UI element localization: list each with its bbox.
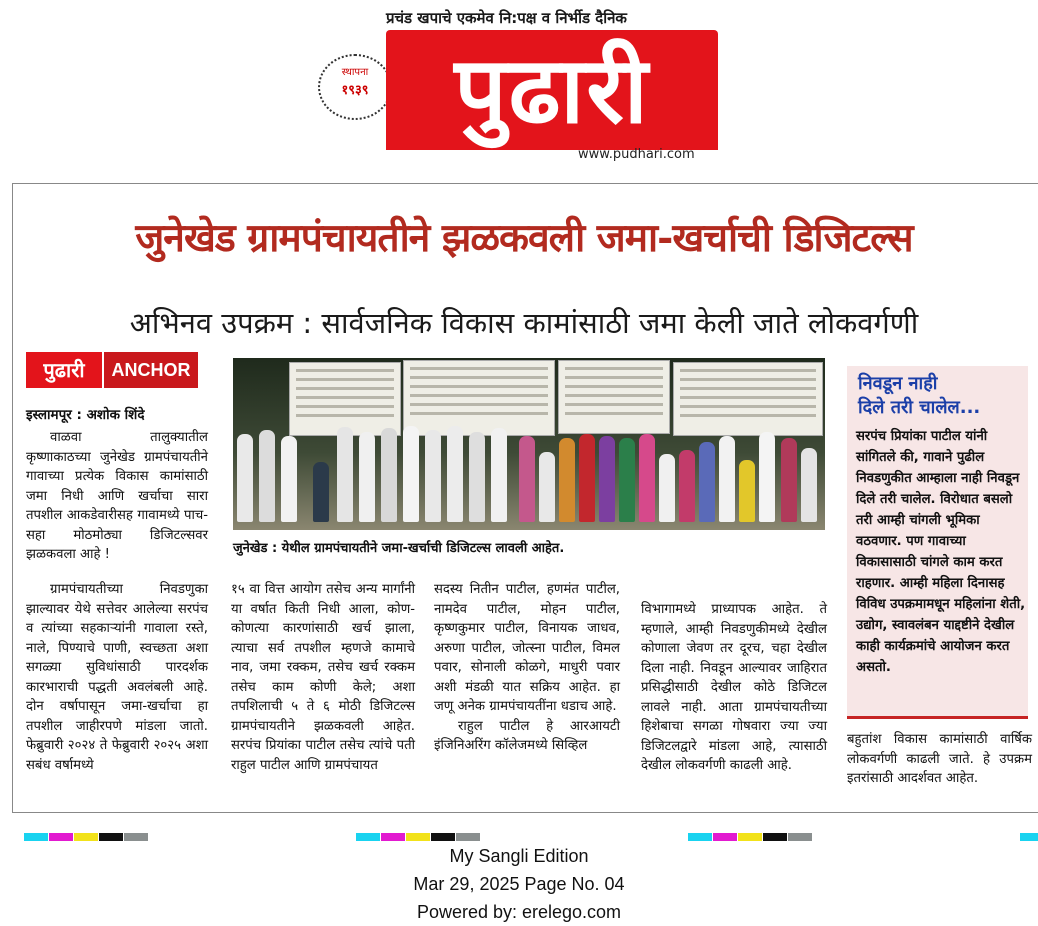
photo-person <box>425 430 441 522</box>
photo-person <box>801 448 817 522</box>
photo-person <box>237 434 253 522</box>
article-photo <box>233 358 825 530</box>
paragraph: १५ वा वित्त आयोग तसेच अन्य मार्गांनी या वर्षात किती निधी आला, कोण-कोणत्या कारणांसाठी खर्च झाला, त्याचा सर्व तपशील म्हणजे कामाचे नाव, जमा रक्कम, तसेच खर्च रक्कम तसेच काम कोणी केले; अशा तपशिलाची ५ ते ६ मोठी डिजिटल्स ग्रामपंचायतीने झळकवली आहेत. सरपंच प्रियांका पाटील तसेच त्यांचे पती राहुल पाटील आणि ग्रामपंचायत <box>231 582 415 773</box>
photo-person <box>579 434 595 522</box>
photo-person <box>359 432 375 522</box>
photo-person <box>781 438 797 522</box>
photo-person <box>259 430 275 522</box>
photo-person <box>639 434 655 522</box>
paragraph: विभागामध्ये प्राध्यापक आहेत. ते म्हणाले, आम्ही निवडणुकीमध्ये देखील कोणाला जेवण तर दूरच, चहा देखील दिला नाही. निवडून आल्यावर जाहिरात प्रसिद्धीसाठी देखील कोठे डिजिटल लावले नाही. आता ग्रामपंचायतीच्या हिशेबाचा सगळा गोषवारा ज्या ज्या डिजिटलद्वारे मांडला आहे, त्यासाठी देखील लोकवर्गणी काढली आहे. <box>641 602 827 773</box>
photo-person <box>559 438 575 522</box>
photo-person <box>381 428 397 522</box>
paragraph: सदस्य नितीन पाटील, हणमंत पाटील, नामदेव पाटील, मोहन पाटील, कृष्णकुमार पाटील, विनायक जाधव, अरुणा पाटील, जोत्स्ना पाटील, विमल पवार, सोनाली कोळगे, माधुरी पवार अशी मंडळी यात सक्रिय आहेत. हा जणू अनेक ग्रामपंचायतींना धडाच आहे. <box>434 582 620 714</box>
article-headline: जुनेखेड ग्रामपंचायतीने झळकवली जमा-खर्चाची डिजिटल्स <box>135 215 913 261</box>
photo-person <box>403 426 419 522</box>
article-column-5 <box>847 730 1032 789</box>
sidebar-title-line-1: निवडून नाही <box>858 373 938 394</box>
seal-label: स्थापना <box>341 67 369 78</box>
photo-person <box>337 427 353 522</box>
badge-logo: पुढारी <box>26 352 102 388</box>
sidebar-title-line-2: दिले तरी चालेल... <box>858 397 981 418</box>
photo-person <box>281 436 297 522</box>
photo-person <box>539 452 555 522</box>
masthead <box>0 0 1038 180</box>
photo-person <box>719 436 735 522</box>
photo-caption: जुनेखेड : येथील ग्रामपंचायतीने जमा-खर्चाची डिजिटल्स लावली आहेत. <box>233 541 565 556</box>
edition-footer <box>0 842 1038 926</box>
photo-person <box>659 454 675 522</box>
color-registration-marks <box>356 826 481 834</box>
photo-person <box>447 426 463 522</box>
photo-display-board <box>558 360 670 434</box>
edition-date-page: Mar 29, 2025 Page No. 04 <box>413 874 625 894</box>
article-column-3 <box>434 580 620 756</box>
color-registration-marks <box>1020 826 1038 834</box>
photo-person <box>469 432 485 522</box>
article-column-4 <box>641 600 827 776</box>
color-registration-marks <box>688 826 813 834</box>
article-column-1b <box>26 580 208 775</box>
powered-by-link[interactable]: Powered by: erelego.com <box>416 902 622 922</box>
photo-display-board <box>403 360 555 436</box>
edition-name: My Sangli Edition <box>449 846 589 866</box>
photo-display-board <box>673 362 823 436</box>
byline: इस्लामपूर : अशोक शिंदे <box>26 407 145 423</box>
establishment-seal <box>318 54 392 120</box>
badge-label: ANCHOR <box>104 352 198 388</box>
photo-person <box>491 428 507 522</box>
article-column-1 <box>26 428 208 565</box>
paragraph: वाळवा तालुक्यातील कृष्णाकाठच्या जुनेखेड ग्रामपंचायतीने गावाच्या प्रत्येक विकास कामांसाठी जमा निधी आणि खर्चाचा सारा तपशील आकडेवारीसह गावामध्ये पाच-सहा मोठमोठ्या डिजिटल्सवर झळकवला आहे ! <box>26 430 208 562</box>
website-url[interactable]: www.pudhari.com <box>578 147 695 162</box>
anchor-badge <box>26 352 201 388</box>
sidebar-body: सरपंच प्रियांका पाटील यांनी सांगितले की, गावाने पुढील निवडणुकीत आम्हाला नाही निवडून दिले तरी चालेल. विरोधात बसलो तरी आम्ही चांगली भूमिका वठवणार. पण गावाच्या विकासासाठी चांगले काम करत राहणार. आम्ही महिला दिनासह विविध उपक्रमामधून महिलांना शेती, उद्योग, स्वावलंबन याद्दष्टीने देखील काही कार्यक्रमांचे आयोजन करत असतो. <box>856 429 1026 675</box>
seal-year: १९३९ <box>341 83 369 98</box>
photo-person <box>699 442 715 522</box>
photo-display-board <box>289 362 401 436</box>
photo-person <box>519 436 535 522</box>
pudhari-logo: पुढारी <box>386 30 718 150</box>
paragraph: बहुतांश विकास कामांसाठी वार्षिक लोकवर्गणी काढली जाते. हे उपक्रम इतरांसाठी आदर्शवत आहेत. <box>847 732 1032 786</box>
article-subheadline: अभिनव उपक्रम : सार्वजनिक विकास कामांसाठी जमा केली जाते लोकवर्गणी <box>129 306 919 340</box>
photo-person <box>313 462 329 522</box>
photo-person <box>759 432 775 522</box>
photo-person <box>679 450 695 522</box>
paragraph: ग्रामपंचायतीच्या निवडणुका झाल्यावर येथे सत्तेवर आलेल्या सरपंच व त्यांच्या सहकाऱ्यांनी गावाला रस्ते, नाले, पिण्याचे पाणी, स्वच्छता अशा सगळ्या सुविधांसाठी पारदर्शक कारभाराची पद्धती अवलंबली आहे. दोन वर्षापासून जमा-खर्चाचा हा तपशील जाहीरपणे मांडला जातो. फेब्रुवारी २०२४ ते फेब्रुवारी २०२५ अशा सबंध वर्षामध्ये <box>26 582 208 773</box>
article-column-2 <box>231 580 415 775</box>
photo-person <box>599 436 615 522</box>
paragraph: राहुल पाटील हे आरआयटी इंजिनिअरिंग कॉलेजमध्ये सिव्हिल <box>434 718 620 753</box>
photo-person <box>739 460 755 522</box>
sidebar-title <box>858 372 980 420</box>
photo-person <box>619 438 635 522</box>
masthead-tagline: प्रचंड खपाचे एकमेव नि:पक्ष व निर्भीड दैनिक <box>386 9 627 27</box>
color-registration-marks <box>24 826 149 834</box>
